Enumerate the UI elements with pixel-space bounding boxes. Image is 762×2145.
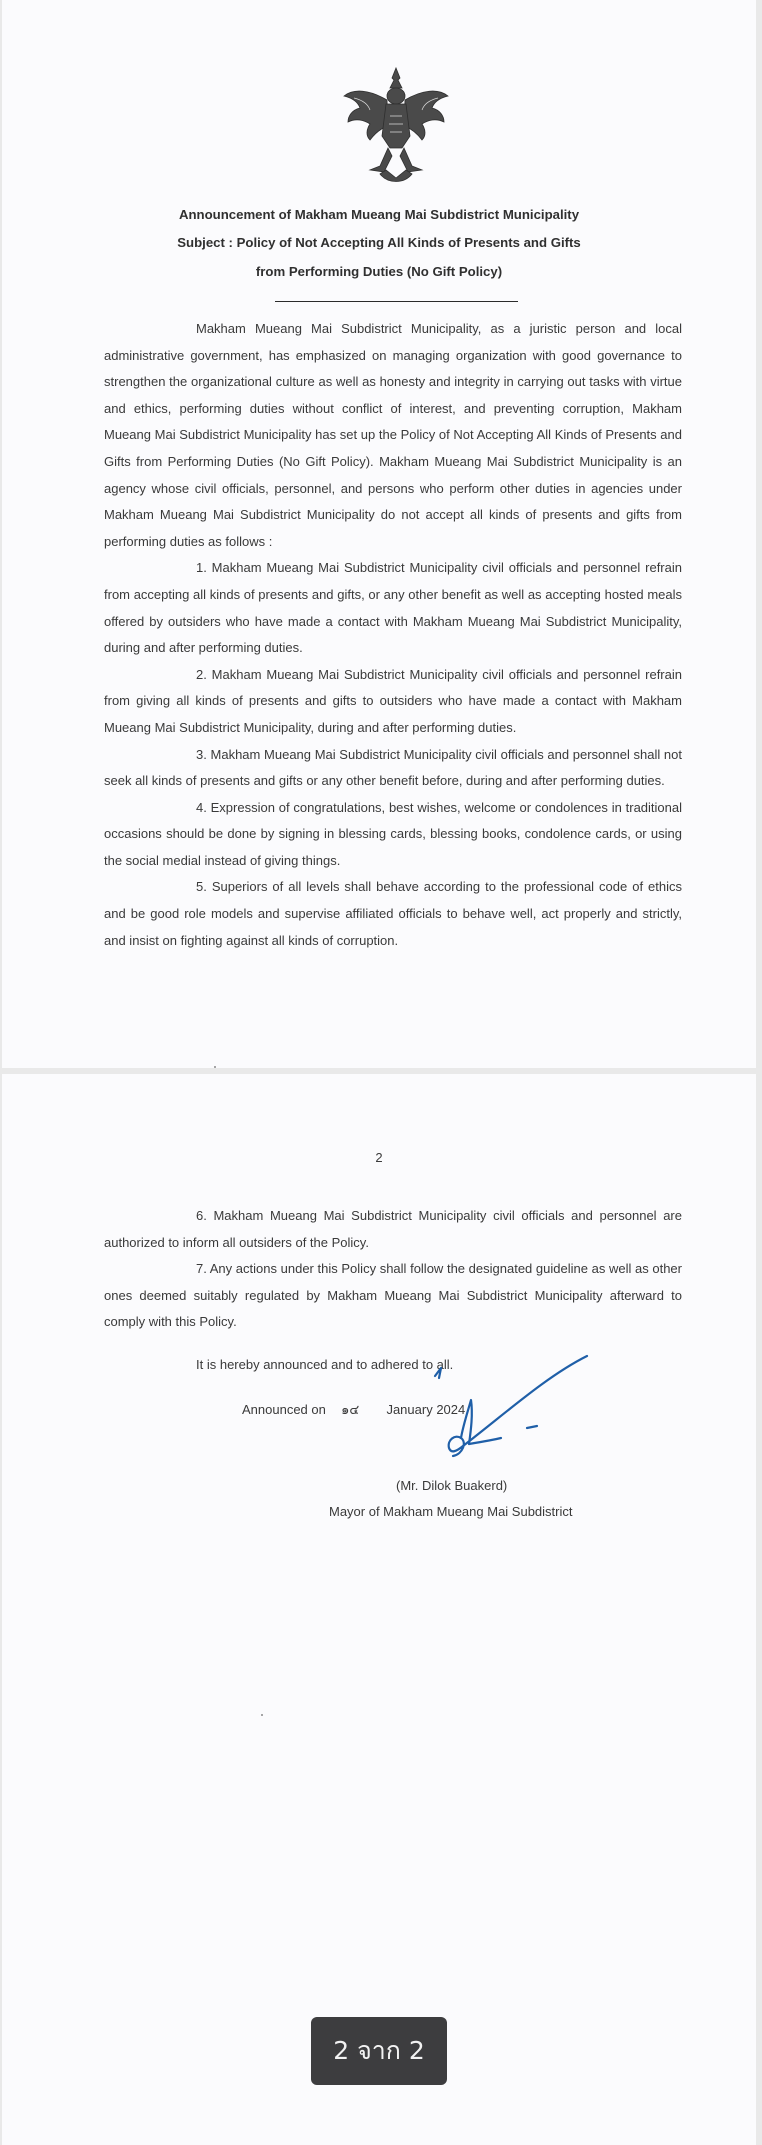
announcement-subject: Subject : Policy of Not Accepting All Kinds of Presents and Gifts — [177, 235, 581, 250]
announcement-body — [104, 316, 682, 954]
policy-item-7: 7. Any actions under this Policy shall follow the designated guideline as well as other ones deemed suitably regulated by Makham Mueang Mai Subdistrict Municipality afterward to comply with this Policy. — [104, 1261, 682, 1330]
document-page-1 — [2, 0, 756, 1068]
policy-item-2: 2. Makham Mueang Mai Subdistrict Municipality civil officials and personnel refrain from giving all kinds of presents and gifts to outsiders who have made a contact with Makham Mueang Mai Subdistrict Municipality, during and after performing duties. — [104, 666, 682, 735]
policy-item-5: 5. Superiors of all levels shall behave according to the professional code of ethics and be good role models and supervise affiliated officials to behave well, act properly and strictly, and insist on fighting against all kinds of corruption. — [104, 879, 682, 948]
signatory-name: (Mr. Dilok Buakerd) — [396, 1478, 508, 1493]
intro-paragraph: Makham Mueang Mai Subdistrict Municipality, as a juristic person and local administrative government, has emphasized on managing organization with good governance to strengthen the organizational culture as well as honesty and integrity in carrying out tasks with virtue and ethics, performing duties without conflict of interest, and preventing corruption, Makham Mueang Mai Subdistrict Municipality has set up the Policy of Not Accepting All Kinds of Presents and Gifts from Performing Duties (No Gift Policy). Makham Mueang Mai Subdistrict Municipality is an agency whose civil officials, personnel, and persons who perform other duties in agencies under Makham Mueang Mai Subdistrict Municipality do not accept all kinds of presents and gifts from performing duties as follows : — [104, 321, 682, 549]
garuda-emblem-icon — [340, 66, 452, 188]
policy-item-3: 3. Makham Mueang Mai Subdistrict Municipality civil officials and personnel shall not seek all kinds of presents and gifts or any other benefit before, during and after performing duties. — [104, 746, 682, 789]
announcement-body-continued — [104, 1203, 682, 1336]
document-page-2 — [2, 1074, 756, 2145]
announced-day: ๑๔ — [341, 1402, 360, 1417]
announcement-subject-continued: from Performing Duties (No Gift Policy) — [255, 264, 503, 279]
policy-item-1: 1. Makham Mueang Mai Subdistrict Municipality civil officials and personnel refrain from accepting all kinds of presents and gifts, or any other benefit as well as accepting hosted meals offered by outsiders who have made a contact with Makham Mueang Mai Subdistrict Municipality, during and after performing duties. — [104, 560, 682, 656]
announced-on-label: Announced on — [242, 1402, 326, 1417]
page-number: 2 — [375, 1150, 383, 1165]
announce-line: It is hereby announced and to adhered to all. — [196, 1357, 454, 1372]
title-underline — [275, 301, 518, 302]
scan-speck — [214, 1066, 216, 1068]
signature-image — [427, 1354, 597, 1464]
policy-item-4: 4. Expression of congratulations, best wishes, welcome or condolences in traditional occasions should be done by signing in blessing cards, blessing books, condolence cards, or using the social medial instead of giving things. — [104, 799, 682, 868]
announcement-title: Announcement of Makham Mueang Mai Subdistrict Municipality — [178, 207, 580, 222]
signatory-title: Mayor of Makham Mueang Mai Subdistrict — [329, 1504, 573, 1519]
page-indicator-label: 2 จาก 2 — [333, 2036, 425, 2065]
scan-speck — [261, 1714, 263, 1716]
policy-item-6: 6. Makham Mueang Mai Subdistrict Municipality civil officials and personnel are authorized to inform all outsiders of the Policy. — [104, 1208, 682, 1250]
page-indicator — [311, 2017, 447, 2085]
announced-month-year: January 2024 — [386, 1402, 466, 1417]
